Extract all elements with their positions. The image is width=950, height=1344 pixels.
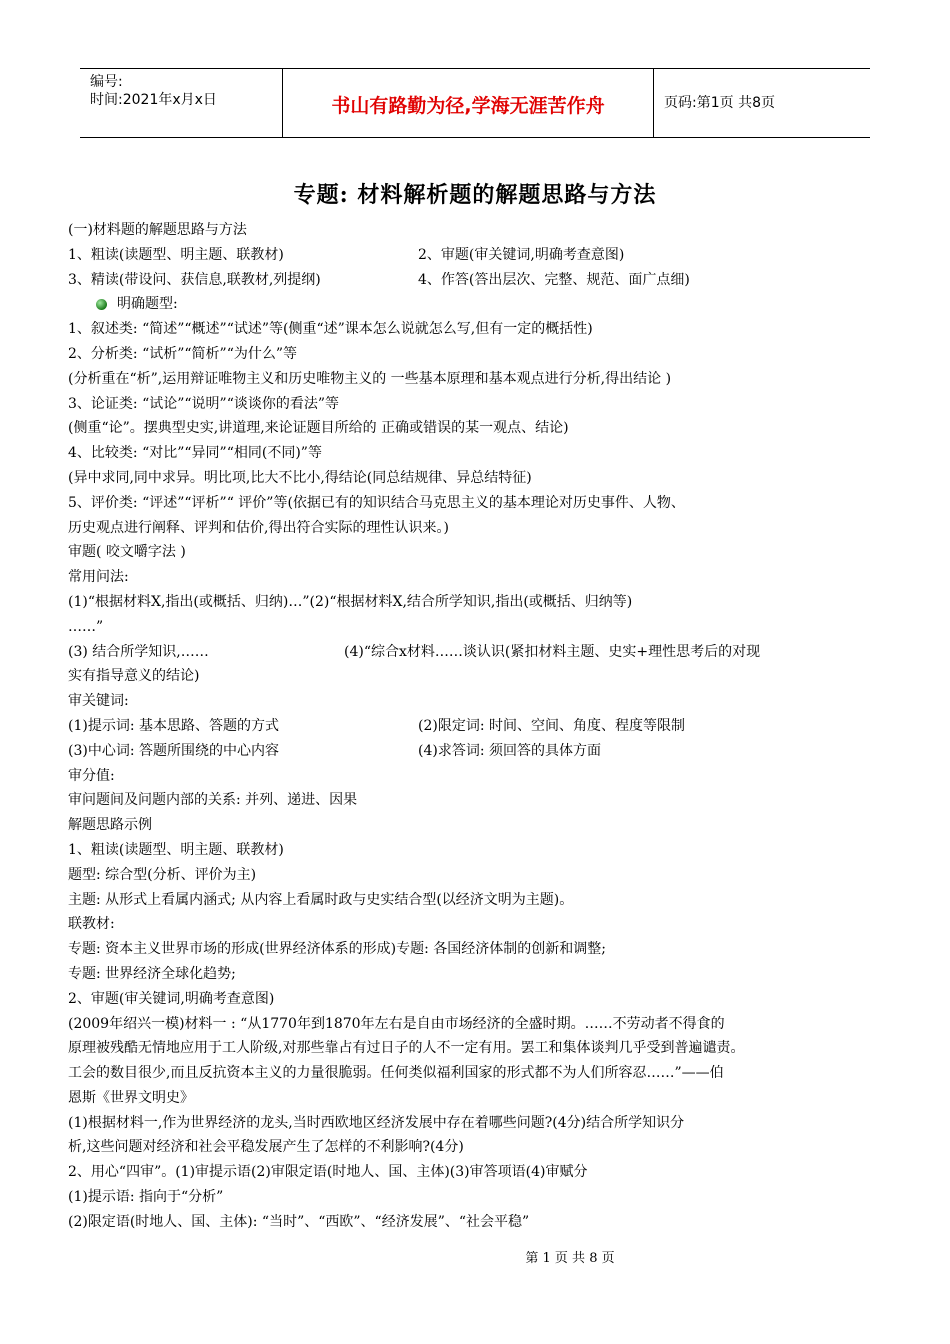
text-line-second-column: 4、作答(答出层次、完整、规范、面广点细) <box>418 271 690 288</box>
text-line <box>68 292 890 317</box>
text-line <box>68 1012 890 1037</box>
text-line <box>68 466 890 491</box>
text-line <box>68 516 890 541</box>
text-line-main: (一)材料题的解题思路与方法 <box>68 222 247 238</box>
text-line-main: 审题( 咬文嚼字法 ) <box>68 544 186 561</box>
text-line-main: 审分值: <box>68 767 115 784</box>
text-line-main: (1)“根据材料X,指出(或概括、归纳)…”(2)“根据材料X,结合所学知识,指出(或概括、归纳等) <box>68 593 633 610</box>
text-line-main: 实有指导意义的结论) <box>68 668 200 685</box>
text-line-main: 联教材: <box>68 916 115 933</box>
text-line-main: 工会的数目很少,而且反抗资本主义的力量很脆弱。任何类似福利国家的形式都不为人们所容忍……”——伯 <box>68 1065 724 1082</box>
text-line-main: 主题: 从形式上看属内涵式; 从内容上看属时政与史实结合型(以经济文明为主题)。 <box>68 891 574 908</box>
text-line-main: 2、用心“四审”。(1)审提示语(2)审限定语(时地人、国、主体)(3)审答项语(4)审赋分 <box>68 1164 588 1181</box>
text-line-main: 解题思路示例 <box>68 817 152 834</box>
text-line-main: 4、比较类: “对比”“异同”“相同(不同)”等 <box>68 445 322 462</box>
text-line <box>68 317 890 342</box>
text-line <box>68 1160 890 1185</box>
header-motto: 书山有路勤为径,学海无涯苦作舟 <box>331 95 605 117</box>
header-page-cell <box>654 69 870 137</box>
text-line <box>68 367 890 392</box>
text-line-main: ……” <box>68 618 104 635</box>
text-line <box>68 912 890 937</box>
text-line-main: 专题: 世界经济全球化趋势; <box>68 965 236 982</box>
text-line <box>68 441 890 466</box>
text-line-second-column: 2、审题(审关键词,明确考查意图) <box>418 246 625 263</box>
text-line <box>68 664 890 689</box>
text-line <box>68 1036 890 1061</box>
text-line <box>68 392 890 417</box>
text-line-main: 明确题型: <box>117 296 178 313</box>
text-line-main: (侧重“论”。摆典型史实,讲道理,来论证题目所给的 正确或错误的某一观点、结论) <box>68 420 569 437</box>
text-line-main: (1)提示词: 基本思路、答题的方式 <box>68 717 279 734</box>
text-line <box>68 714 890 739</box>
text-line <box>68 1061 890 1086</box>
text-line-second-column: (4)求答词: 须回答的具体方面 <box>418 742 601 759</box>
text-line <box>68 888 890 913</box>
text-line-main: 析,这些问题对经济和社会平稳发展产生了怎样的不利影响?(4分) <box>68 1139 464 1156</box>
text-line <box>68 1086 890 1111</box>
text-line <box>68 1111 890 1136</box>
header-table <box>80 68 870 138</box>
green-bullet-icon <box>96 299 107 310</box>
text-line-main: 原理被残酷无情地应用于工人阶级,对那些靠占有过日子的人不一定有用。罢工和集体谈判几乎受到普遍谴责。 <box>68 1040 745 1057</box>
text-line-main: (3)中心词: 答题所围绕的中心内容 <box>68 742 279 759</box>
text-line-main: (分析重在“析”,运用辩证唯物主义和历史唯物主义的 一些基本原理和基本观点进行分析,得出结论 ) <box>68 370 672 387</box>
text-line <box>68 739 890 764</box>
text-line <box>68 1135 890 1160</box>
text-line <box>68 218 890 243</box>
text-line-main: 1、粗读(读题型、明主题、联教材) <box>68 246 284 263</box>
text-line <box>68 565 890 590</box>
text-line <box>68 764 890 789</box>
page-footer: 第 1 页 共 8 页 <box>525 1251 615 1266</box>
text-line-main: 历史观点进行阐释、评判和估价,得出符合实际的理性认识来。) <box>68 519 449 536</box>
text-line <box>68 540 890 565</box>
text-line <box>68 689 890 714</box>
text-line-second-column: (4)“综合x材料……谈认识(紧扣材料主题、史实+理性思考后的对现 <box>344 643 761 660</box>
text-line <box>68 962 890 987</box>
text-line-main: 2、分析类: “试析”“简析”“为什么”等 <box>68 345 298 362</box>
text-line <box>68 640 890 665</box>
text-line <box>68 416 890 441</box>
text-line <box>68 1210 890 1235</box>
text-line-main: (2009年绍兴一模)材料一 : “从1770年到1870年左右是自由市场经济的全盛时期。……不劳动者不得食的 <box>68 1015 725 1032</box>
text-line <box>68 838 890 863</box>
text-line-main: 常用问法: <box>68 569 129 586</box>
document-title: 专题: 材料解析题的解题思路与方法 <box>293 182 657 208</box>
text-line <box>68 243 890 268</box>
document-body <box>68 218 890 1235</box>
header-page-code: 页码:第1页 共8页 <box>664 95 775 111</box>
text-line-main: 3、论证类: “试论”“说明”“谈谈你的看法”等 <box>68 395 340 412</box>
text-line <box>68 342 890 367</box>
text-line-main: 专题: 资本主义世界市场的形成(世界经济体系的形成)专题: 各国经济体制的创新和调整; <box>68 941 606 958</box>
text-line-main: (1)根据材料一,作为世界经济的龙头,当时西欧地区经济发展中存在着哪些问题?(4分)结合所学知识分 <box>68 1114 685 1131</box>
text-line <box>68 813 890 838</box>
text-line-main: 审问题间及问题内部的关系: 并列、递进、因果 <box>68 792 358 809</box>
header-motto-cell <box>283 69 654 137</box>
text-line-main: (异中求同,同中求异。明比项,比大不比小,得结论(同总结规律、异总结特征) <box>68 469 532 486</box>
text-line <box>68 987 890 1012</box>
text-line <box>68 788 890 813</box>
text-line <box>68 491 890 516</box>
text-line-main: 2、审题(审关键词,明确考查意图) <box>68 990 275 1007</box>
text-line-main: 3、精读(带设问、获信息,联教材,列提纲) <box>68 271 321 288</box>
document-code-label: 编号: <box>90 74 123 90</box>
text-line-main: 恩斯《世界文明史》 <box>68 1089 194 1106</box>
text-line-main: 题型: 综合型(分析、评价为主) <box>68 866 257 883</box>
text-line-main: 1、叙述类: “简述”“概述”“试述”等(侧重“述”课本怎么说就怎么写,但有一定的概括性) <box>68 321 593 338</box>
text-line <box>68 937 890 962</box>
text-line-main: 审关键词: <box>68 693 129 710</box>
text-line-main: (1)提示语: 指向于“分析” <box>68 1189 224 1206</box>
document-time-label: 时间:2021年x月x日 <box>90 92 217 108</box>
text-line <box>68 863 890 888</box>
text-line-second-column: (2)限定词: 时间、空间、角度、程度等限制 <box>418 717 685 734</box>
text-line-main: 1、粗读(读题型、明主题、联教材) <box>68 841 284 858</box>
text-line <box>68 268 890 293</box>
text-line-main: 5、评价类: “评述”“评析”“ 评价”等(依据已有的知识结合马克思主义的基本理论对历史事件、人物、 <box>68 494 685 511</box>
text-line <box>68 590 890 615</box>
text-line <box>68 1185 890 1210</box>
header-info-cell <box>80 69 283 137</box>
text-line <box>68 615 890 640</box>
text-line-main: (3) 结合所学知识,…… <box>68 643 209 660</box>
text-line-main: (2)限定语(时地人、国、主体): “当时”、“西欧”、“经济发展”、“社会平稳” <box>68 1213 530 1230</box>
